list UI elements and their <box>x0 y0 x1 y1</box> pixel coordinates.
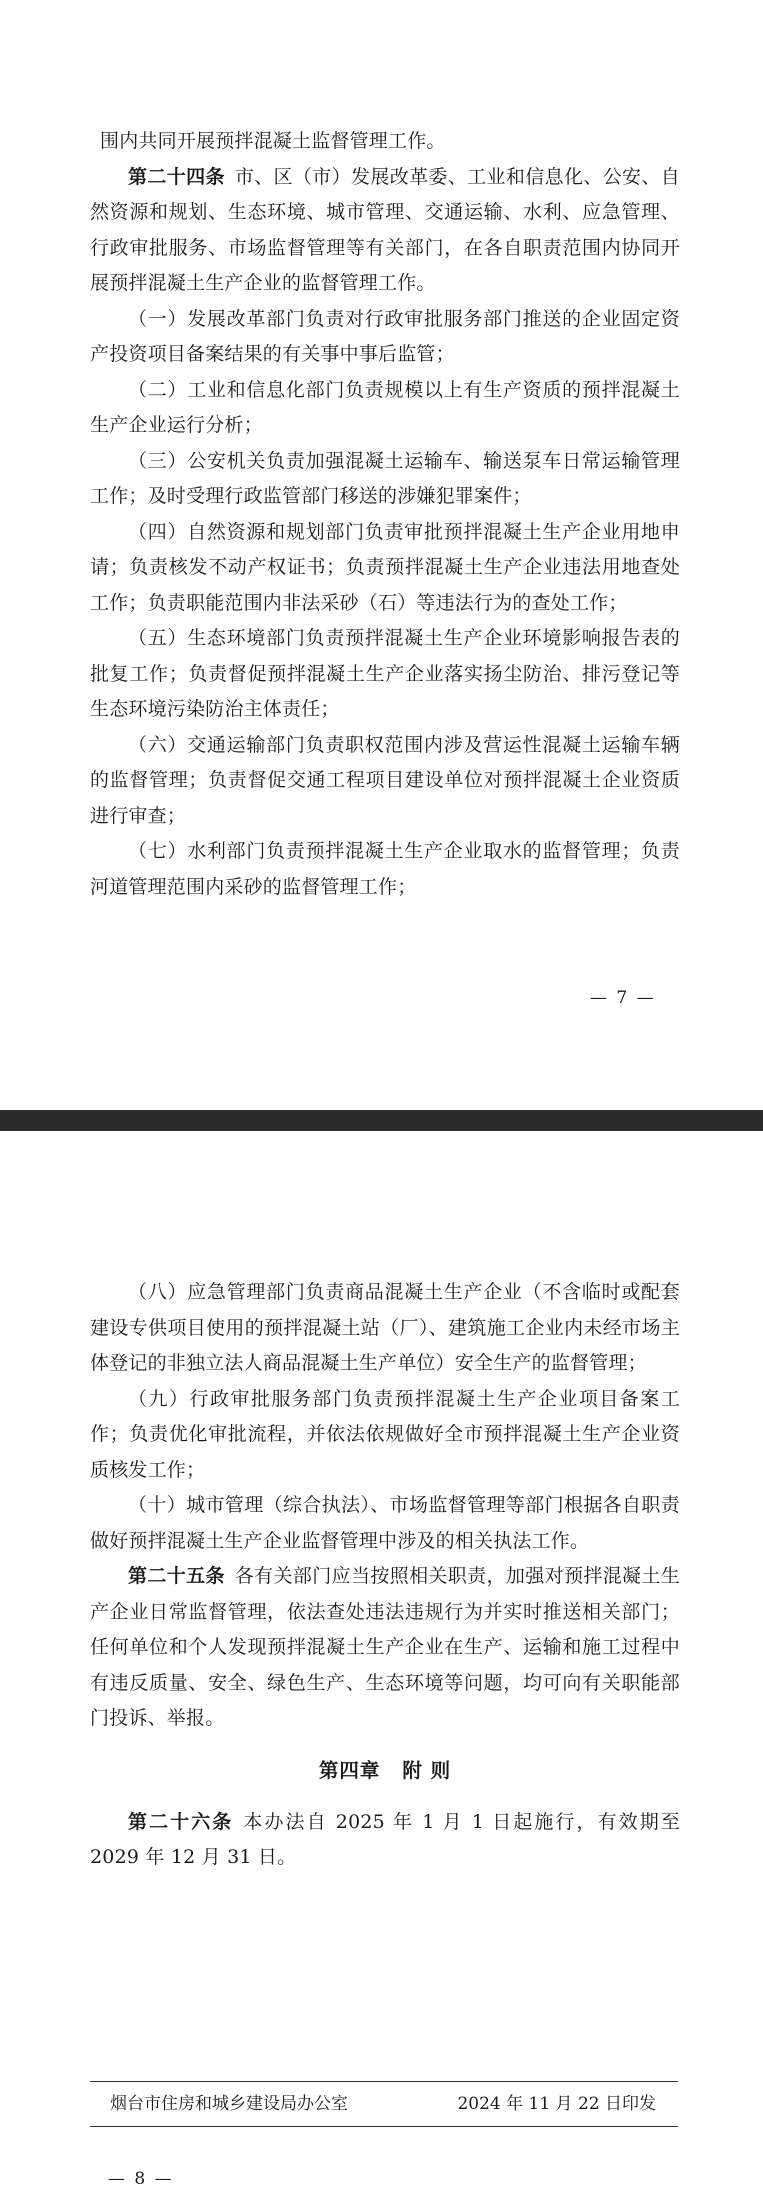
issue-date: 2024 年 11 月 22 日印发 <box>457 2094 656 2114</box>
paragraph <box>90 373 680 444</box>
paragraph-text: 围内共同开展预拌混凝土监督管理工作。 <box>100 130 446 152</box>
paragraph-text: （一）发展改革部门负责对行政审批服务部门推送的企业固定资产投资项目备案结果的有关事中事后监管； <box>90 307 680 365</box>
article-label: 第二十五条 <box>128 1565 225 1587</box>
paragraph <box>90 444 680 515</box>
paragraph <box>90 1559 680 1737</box>
chapter-title <box>90 1751 680 1791</box>
paragraph-text: （十）城市管理（综合执法）、市场监督管理等部门根据各自职责做好预拌混凝土生产企业监督管理中涉及的相关执法工作。 <box>90 1494 680 1552</box>
paragraph <box>90 160 680 302</box>
paragraph <box>90 1805 680 1876</box>
paragraph-text: （五）生态环境部门负责预拌混凝土生产企业环境影响报告表的批复工作；负责督促预拌混凝土生产企业落实扬尘防治、排污登记等生态环境污染防治主体责任； <box>90 627 680 720</box>
paragraph <box>90 834 680 905</box>
chapter-number: 第四章 <box>318 1758 381 1782</box>
issuance-footer <box>90 2081 678 2127</box>
paragraph-text: （九）行政审批服务部门负责预拌混凝土生产企业项目备案工作；负责优化审批流程，并依法依规做好全市预拌混凝土生产企业资质核发工作； <box>90 1387 680 1481</box>
page-8-body <box>90 1275 680 1876</box>
paragraph-text: 本办法自 2025 年 1 月 1 日起施行，有效期至 2029 年 12 月 31 日。 <box>90 1810 680 1868</box>
paragraph <box>90 302 680 373</box>
paragraph-text: （二）工业和信息化部门负责规模以上有生产资质的预拌混凝土生产企业运行分析； <box>90 378 680 436</box>
paragraph <box>90 1382 680 1489</box>
paragraph <box>90 124 680 160</box>
paragraph-text: （八）应急管理部门负责商品混凝土生产企业（不含临时或配套建设专供项目使用的预拌混凝土站（厂）、建筑施工企业内未经市场主体登记的非独立法人商品混凝土生产单位）安全生产的监督管理； <box>90 1281 680 1374</box>
paragraph <box>90 515 680 622</box>
page-number: — 7 — <box>590 988 656 1008</box>
paragraph <box>90 1275 680 1382</box>
issuer-name: 烟台市住房和城乡建设局办公室 <box>110 2094 348 2114</box>
paragraph-text: （六）交通运输部门负责职权范围内涉及营运性混凝土运输车辆的监督管理；负责督促交通工程项目建设单位对预拌混凝土企业资质进行审查； <box>90 733 680 827</box>
page-number: — 8 — <box>108 2169 174 2189</box>
paragraph-text: 市、区（市）发展改革委、工业和信息化、公安、自然资源和规划、生态环境、城市管理、交通运输、水利、应急管理、行政审批服务、市场监督管理等有关部门，在各自职责范围内协同开展预拌混凝土生产企业的监督管理工作。 <box>90 165 680 294</box>
paragraph <box>90 1488 680 1559</box>
page-7-body <box>90 124 680 905</box>
paragraph-text: （七）水利部门负责预拌混凝土生产企业取水的监督管理；负责河道管理范围内采砂的监督管理工作； <box>90 840 680 898</box>
chapter-name: 附 则 <box>402 1758 452 1782</box>
article-label: 第二十四条 <box>128 165 225 188</box>
paragraph <box>90 621 680 728</box>
document-page-8 <box>0 1131 763 2211</box>
paragraph-text: 各有关部门应当按照相关职责，加强对预拌混凝土生产企业日常监督管理，依法查处违法违规行为并实时推送相关部门；任何单位和个人发现预拌混凝土生产企业在生产、运输和施工过程中有违反质量、安全、绿色生产、生态环境等问题，均可向有关职能部门投诉、举报。 <box>90 1565 680 1729</box>
paragraph-text: （三）公安机关负责加强混凝土运输车、输送泵车日常运输管理工作；及时受理行政监管部门移送的涉嫌犯罪案件； <box>90 449 680 507</box>
page-separator <box>0 1110 763 1131</box>
paragraph <box>90 728 680 835</box>
paragraph-text: （四）自然资源和规划部门负责审批预拌混凝土生产企业用地申请；负责核发不动产权证书；负责预拌混凝土生产企业违法用地查处工作；负责职能范围内非法采砂（石）等违法行为的查处工作； <box>90 520 680 614</box>
article-label: 第二十六条 <box>128 1810 234 1833</box>
